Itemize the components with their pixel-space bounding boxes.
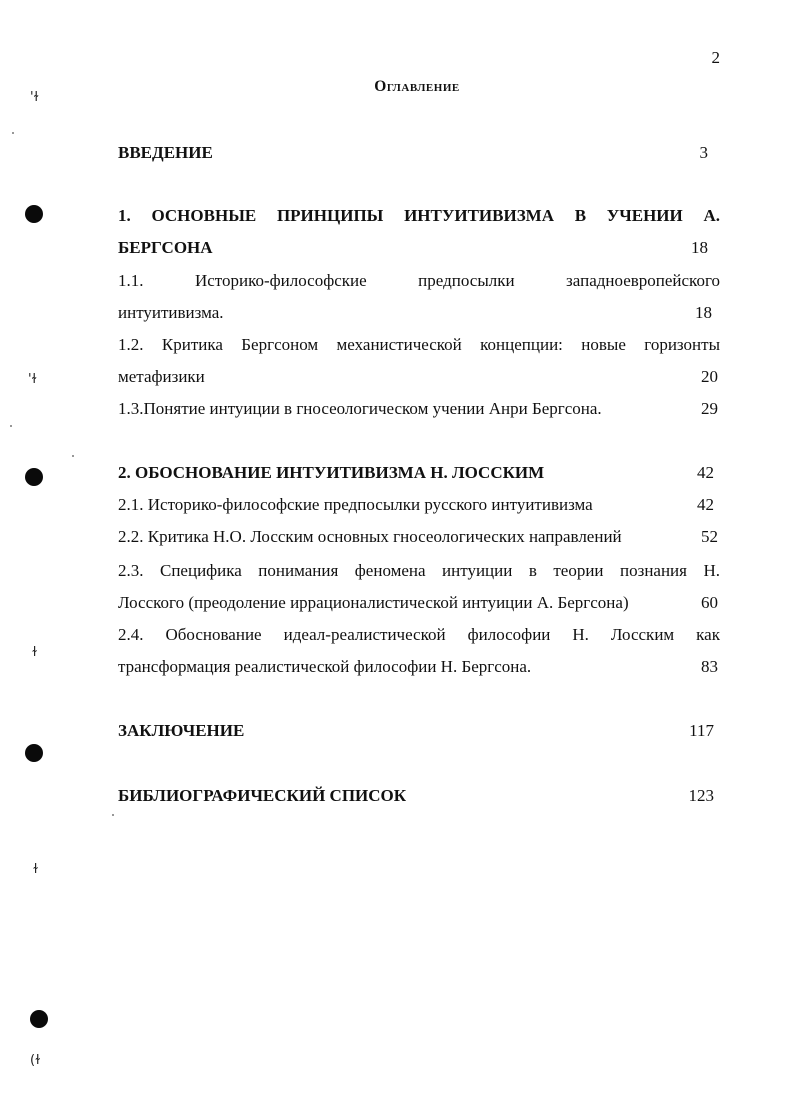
- toc-entry-chapter-1-cont[interactable]: БЕРГСОНА: [118, 238, 213, 257]
- binder-hole: [25, 744, 43, 762]
- scan-speck: [12, 132, 14, 134]
- binder-hole: [30, 1010, 48, 1028]
- toc-entry-1-3[interactable]: 1.3.Понятие интуиции в гносеологическом учении Анри Бергсона.: [118, 399, 602, 418]
- scan-mark: 'ɫ: [28, 372, 37, 387]
- toc-entry-2-1[interactable]: 2.1. Историко-философские предпосылки русского интуитивизма: [118, 495, 593, 514]
- scan-mark: ɫ: [33, 862, 39, 877]
- toc-page-bibliography: 123: [688, 786, 714, 805]
- toc-entry-2-3-cont[interactable]: Лосского (преодоление иррационалистической интуиции А. Бергсона): [118, 593, 629, 612]
- scan-mark: 'ɫ: [30, 90, 39, 105]
- scan-mark: ɫ: [32, 645, 38, 660]
- toc-page-1-3: 29: [701, 399, 718, 418]
- binder-hole: [25, 468, 43, 486]
- toc-page-2-2: 52: [701, 527, 718, 546]
- toc-entry-2-4[interactable]: 2.4. Обоснование идеал-реалистической философии Н. Лосским как: [118, 625, 720, 644]
- page-number: 2: [711, 48, 720, 67]
- toc-entry-2-3[interactable]: 2.3. Специфика понимания феномена интуиции в теории познания Н.: [118, 561, 720, 580]
- binder-hole: [25, 205, 43, 223]
- toc-entry-chapter-1[interactable]: 1. ОСНОВНЫЕ ПРИНЦИПЫ ИНТУИТИВИЗМА В УЧЕНИИ А.: [118, 206, 720, 225]
- toc-entry-chapter-2[interactable]: 2. ОБОСНОВАНИЕ ИНТУИТИВИЗМА Н. ЛОССКИМ: [118, 463, 545, 482]
- toc-page-2-1: 42: [697, 495, 714, 514]
- toc-entry-conclusion[interactable]: ЗАКЛЮЧЕНИЕ: [118, 721, 245, 740]
- toc-entry-1-1-cont[interactable]: интуитивизма.: [118, 303, 224, 322]
- toc-entry-intro[interactable]: ВВЕДЕНИЕ: [118, 143, 213, 162]
- toc-page-1-1: 18: [695, 303, 712, 322]
- toc-page-2-3: 60: [701, 593, 718, 612]
- toc-entry-1-2-cont[interactable]: метафизики: [118, 367, 205, 386]
- scan-mark: (ɫ: [30, 1053, 41, 1068]
- toc-entry-bibliography[interactable]: БИБЛИОГРАФИЧЕСКИЙ СПИСОК: [118, 786, 407, 805]
- scan-speck: [10, 425, 12, 427]
- toc-page-conclusion: 117: [689, 721, 714, 740]
- scan-speck: [112, 814, 114, 816]
- toc-page-2-4: 83: [701, 657, 718, 676]
- toc-page-chapter-2: 42: [697, 463, 714, 482]
- scan-speck: [72, 455, 74, 457]
- toc-entry-2-2[interactable]: 2.2. Критика Н.О. Лосским основных гносеологических направлений: [118, 527, 622, 546]
- toc-page-1-2: 20: [701, 367, 718, 386]
- toc-entry-2-4-cont[interactable]: трансформация реалистической философии Н. Бергсона.: [118, 657, 532, 676]
- toc-page-intro: 3: [699, 143, 708, 162]
- toc-title: Оглавление: [374, 78, 460, 95]
- toc-page-chapter-1: 18: [691, 238, 708, 257]
- toc-entry-1-1[interactable]: 1.1. Историко-философские предпосылки западноевропейского: [118, 271, 720, 290]
- toc-entry-1-2[interactable]: 1.2. Критика Бергсоном механистической концепции: новые горизонты: [118, 335, 720, 354]
